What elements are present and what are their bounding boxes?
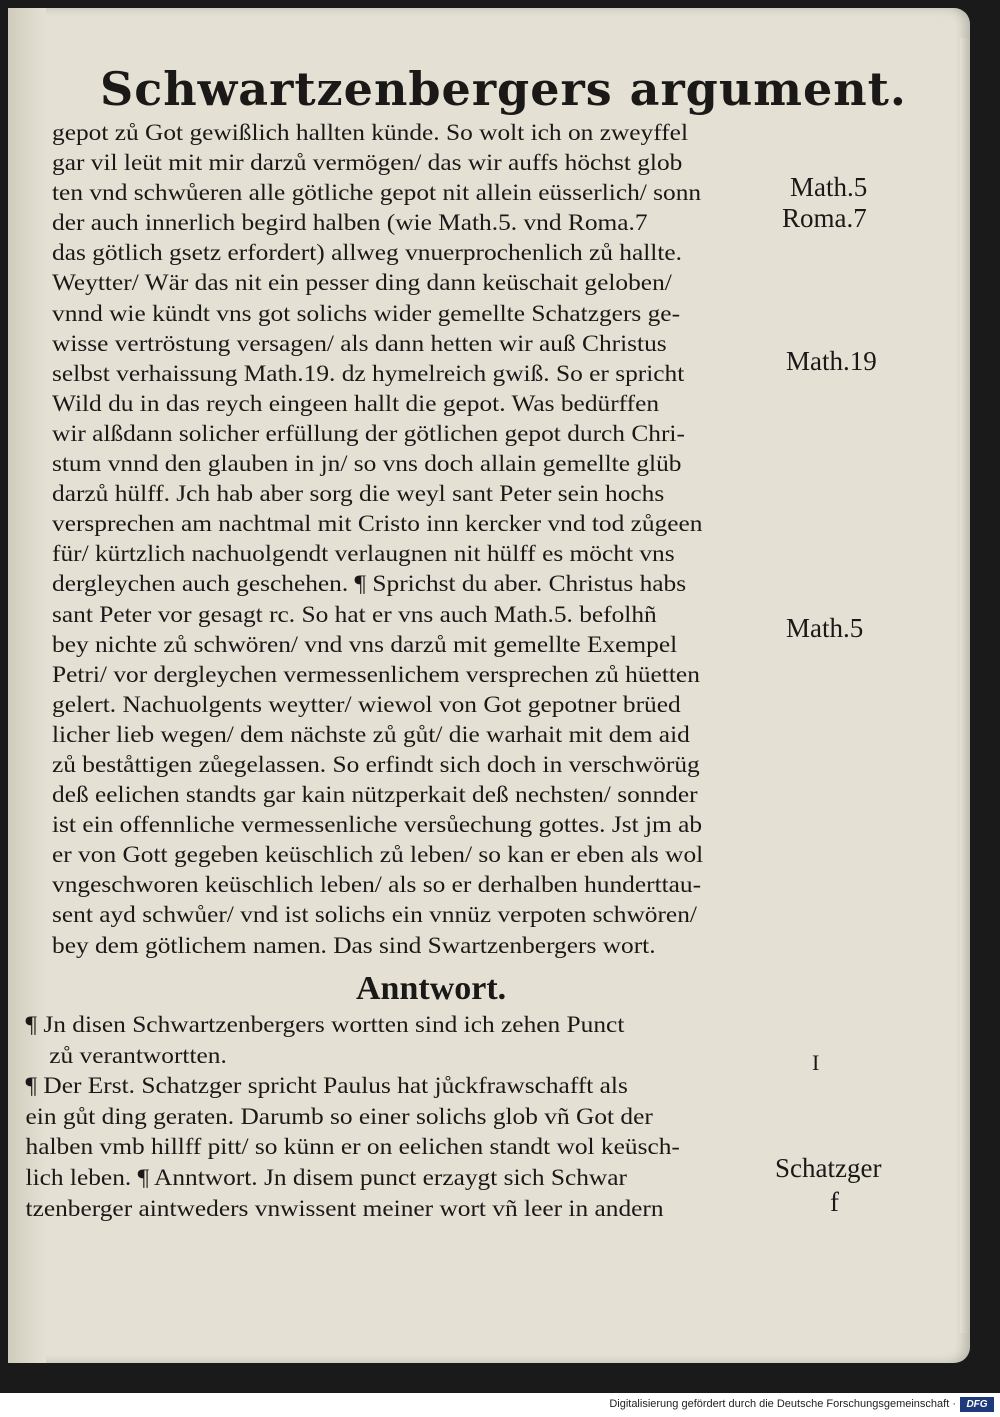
text-line: gepot zů Got gewißlich hallten künde. So wolt ich on zweyffel <box>52 120 689 146</box>
dfg-logo: DFG <box>960 1397 994 1412</box>
text-line: dergleychen auch geschehen. ¶ Sprichst du aber. Christus habs <box>52 571 687 598</box>
text-line: tzenberger aintweders vnwissent meiner wort vñ leer in andern <box>25 1195 664 1222</box>
text-line: selbst verhaissung Math.19. dz hymelreich gwiß. So er spricht <box>52 360 685 387</box>
margin-note-abbrev: f <box>830 1187 839 1217</box>
margin-note-math19: Math.19 <box>786 346 877 376</box>
text-line: halben vmb hillff pitt/ so künn er on eelichen standt wol keüsch- <box>25 1134 680 1161</box>
text-line: Weytter/ Wär das nit ein pesser ding dann keüschait geloben/ <box>52 270 672 297</box>
text-line: wisse vertröstung versagen/ als dann hetten wir auß Christus <box>52 330 667 357</box>
page-heading: Schwartzenbergers argument. <box>100 62 907 116</box>
funding-notice: Digitalisierung gefördert durch die Deutsche Forschungsgemeinschaft · <box>609 1398 956 1410</box>
text-line: sant Peter vor gesagt rc. So hat er vns auch Math.5. befolhñ <box>52 601 657 628</box>
text-line: das götlich gsetz erfordert) allweg vnuerprochenlich zů hallte. <box>52 240 683 267</box>
margin-note-math5: Math.5 <box>790 172 868 202</box>
text-line: wir alßdann solicher erfüllung der götlichen gepot durch Chri- <box>52 420 685 447</box>
text-line: vnnd wie kündt vns got solichs wider gemellte Schatzgers ge- <box>52 300 681 327</box>
text-line: der auch innerlich begird halben (wie Math.5. vnd Roma.7 <box>52 210 648 237</box>
text-line: gelert. Nachuolgents weytter/ wiewol von Got gepotner brüed <box>52 691 681 718</box>
text-line: er von Gott gegeben keüschlich zů leben/ so kan er eben als wol <box>52 842 704 869</box>
answer-paragraph <box>25 1010 772 1224</box>
text-line: ein gůt ding geraten. Darumb so einer solichs glob vñ Got der <box>25 1103 653 1130</box>
text-line: gar vil leüt mit mir darzů vermögen/ das wir auffs höchst glob <box>52 150 683 177</box>
section-title: Anntwort. <box>356 970 507 1007</box>
text-line: vngeschworen keüschlich leben/ als so er derhalben hunderttau- <box>52 872 702 899</box>
text-line: bey nichte zů schwören/ vnd vns darzů mit gemellte Exempel <box>52 631 678 658</box>
text-line: darzů hülff. Jch hab aber sorg die weyl sant Peter sein hochs <box>52 481 665 508</box>
main-paragraph <box>52 118 772 961</box>
text-line: ist ein offennliche vermessenliche versůechung gottes. Jst jm ab <box>52 812 703 839</box>
footer-bar <box>0 1393 1000 1417</box>
text-line: stum vnnd den glauben in jn/ so vns doch allain gemellte glüb <box>52 451 682 478</box>
margin-note-numeral: I <box>812 1050 820 1075</box>
page-edge-shadow <box>960 38 970 1333</box>
text-line: versprechen am nachtmal mit Cristo inn kercker vnd tod zůgeen <box>52 511 703 538</box>
text-line: Petri/ vor dergleychen vermessenlichem versprechen zů hüetten <box>52 661 700 688</box>
text-line: ten vnd schwůeren alle götliche gepot nit allein eüsserlich/ sonn <box>52 180 702 207</box>
text-line: ¶ Jn disen Schwartzenbergers wortten sind ich zehen Punct <box>25 1012 625 1038</box>
margin-note-schatzger: Schatzger <box>775 1153 882 1183</box>
text-line: sent ayd schwůer/ vnd ist solichs ein vnnüz verpoten schwören/ <box>52 902 697 929</box>
text-line: licher lieb wegen/ dem nächste zů gůt/ die warhait mit dem aid <box>52 721 690 748</box>
text-line: Wild du in das reych eingeen hallt die gepot. Was bedürffen <box>52 390 660 417</box>
text-line: zů verantwortten. <box>49 1042 227 1069</box>
text-line: deß eelichen standts gar kain nützperkait deß nechsten/ sonnder <box>52 782 698 809</box>
text-line: zů beståttigen zůegelassen. So erfindt sich doch in verschwörüg <box>52 751 700 778</box>
margin-note-math5-second: Math.5 <box>786 613 864 643</box>
text-line: ¶ Der Erst. Schatzger spricht Paulus hat jůckfrawschafft als <box>25 1073 628 1100</box>
text-line: lich leben. ¶ Anntwort. Jn disem punct erzaygt sich Schwar <box>25 1164 627 1191</box>
margin-note-roma7: Roma.7 <box>782 203 867 233</box>
text-line: bey dem götlichem namen. Das sind Swartzenbergers wort. <box>52 932 656 959</box>
text-line: für/ kürtzlich nachuolgendt verlaugnen nit hülff es möcht vns <box>52 541 675 568</box>
